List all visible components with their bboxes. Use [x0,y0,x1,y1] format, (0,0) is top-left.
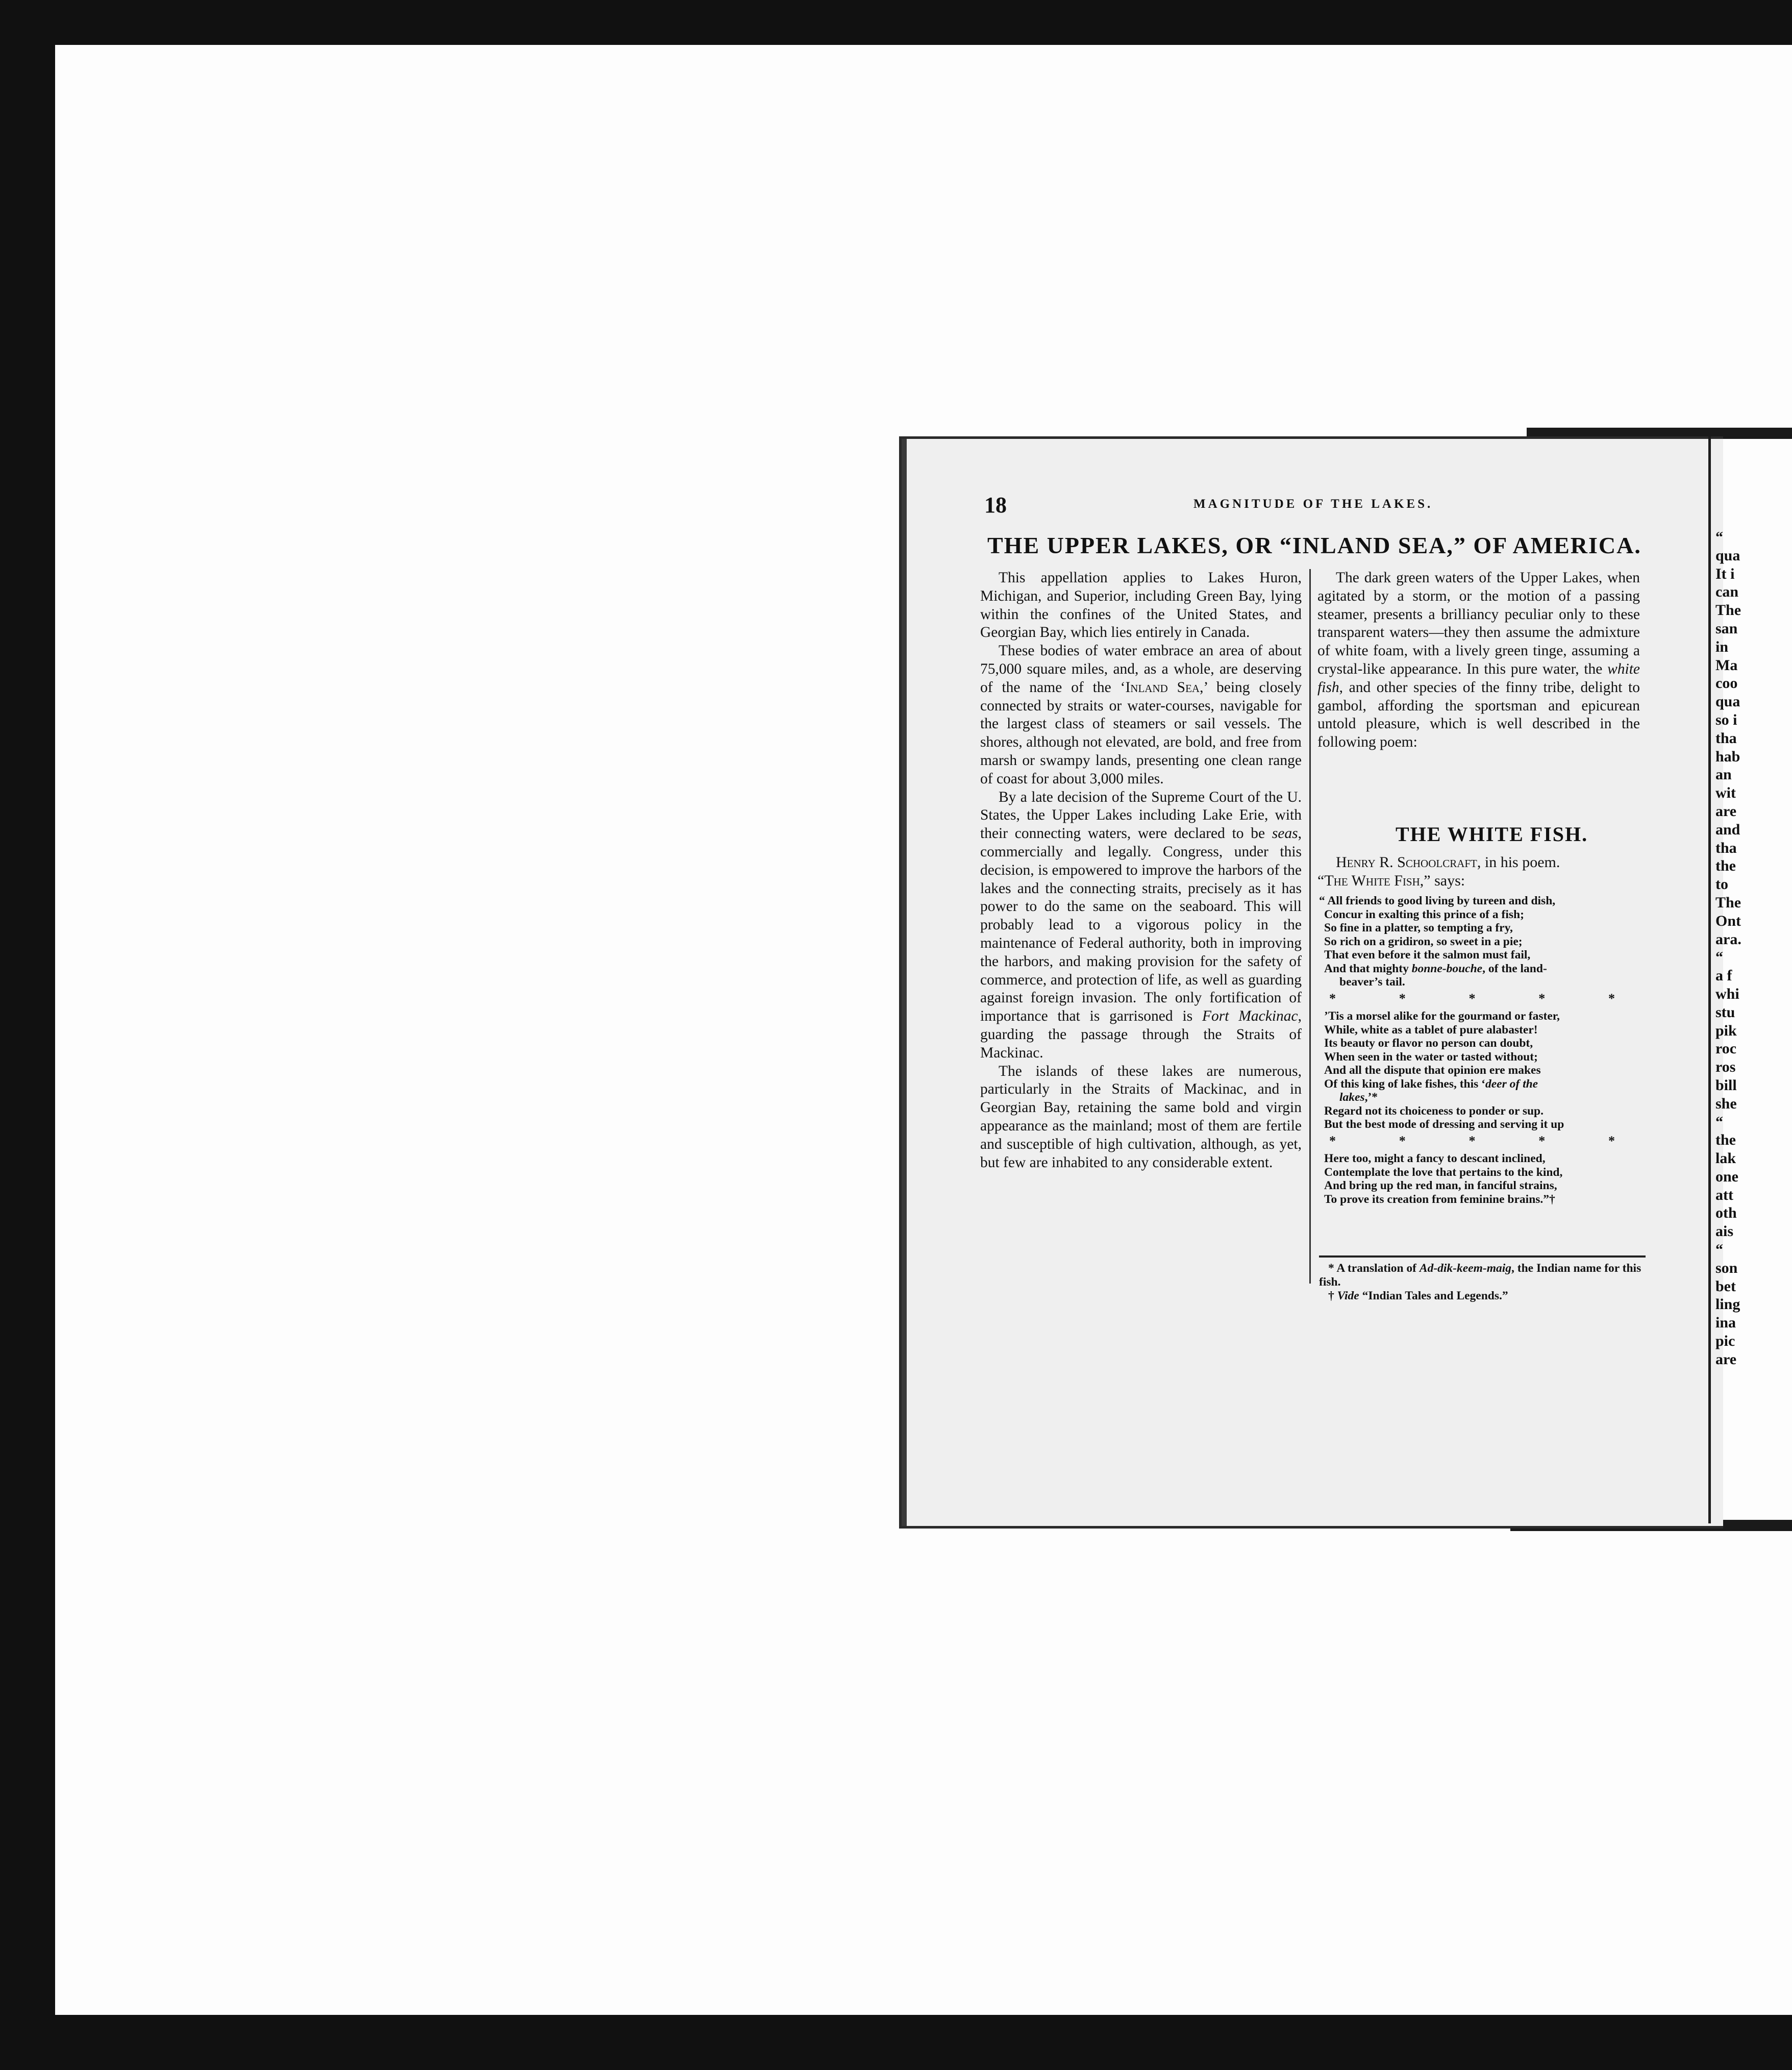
scan-border-top [0,0,1792,45]
facing-page-fragment: whi [1715,985,1739,1002]
facing-page-fragment: the [1715,1131,1736,1149]
facing-page-fragment: a f [1715,967,1732,984]
facing-page-edge [1715,528,1792,1369]
facing-page-fragment: the [1715,857,1736,875]
facing-page-fragment: can [1715,583,1738,601]
article-title: THE UPPER LAKES, OR “INLAND SEA,” OF AMERICA. [987,532,1641,558]
running-header [902,492,1723,518]
book-page [899,436,1723,1529]
facing-page-fragment: ros [1715,1058,1736,1076]
facing-page-fragment: ling [1715,1296,1740,1313]
facing-page-fragment: are [1715,1350,1737,1368]
column-divider [1309,569,1311,1284]
paragraph: This appellation applies to Lakes Huron, Michigan, and Superior, including Green Bay, lying within the confines of the United States, and Georgian Bay, which lies entirely in Canada. [980,570,1302,641]
scan-border-left [0,0,55,2070]
poem-heading: THE WHITE FISH. [1396,823,1588,846]
facing-page-fragment: oth [1715,1204,1737,1222]
poem-line: So rich on a gridiron, so sweet in a pie; [1324,934,1523,948]
facing-page-fragment: pik [1715,1022,1737,1039]
footnotes [1319,1262,1646,1303]
poem-line: Concur in exalting this prince of a fish; [1324,907,1524,921]
paragraph: The islands of these lakes are numerous, particularly in the Straits of Mackinac, and in Georgian Bay, retaining the same bold and virgin appearance as the mainland; most of them are fertile and susceptible of high cultivation, although, as yet, but few are inhabited to any considerable extent. [980,1063,1302,1171]
poem-line: “ All friends to good living by tureen and dish, [1319,894,1556,907]
poem-line: While, white as a tablet of pure alabaster! [1324,1023,1538,1037]
poem-line: But the best mode of dressing and serving it up [1324,1118,1564,1131]
poem-line: When seen in the water or tasted without; [1324,1050,1538,1064]
facing-page-fragment: son [1715,1259,1738,1276]
poem-line: Here too, might a fancy to descant inclined, [1324,1152,1546,1165]
footnote-rule [1319,1255,1646,1258]
paragraph: The dark green waters of the Upper Lakes, when agitated by a storm, or the motion of a passing steamer, presents a brilliancy peculiar only to these transparent waters—they then assume the admixture of white foam, with a lively green tinge, assuming a crystal-like appearance. In this pure water, the white fish, and other species of the finny tribe, delight to gambol, affording the sportsman and epicurean untold pleasure, which is well described in the following poem: [1317,570,1640,751]
facing-page-fragment: “ [1715,1241,1723,1259]
poem-line: ’Tis a morsel alike for the gourmand or faster, [1324,1009,1560,1023]
facing-page-fragment: wit [1715,784,1736,802]
facing-page-fragment: Ma [1715,656,1738,674]
stanza-break: * * * * * [1329,1133,1615,1148]
poem-line: So fine in a platter, so tempting a fry, [1324,921,1513,934]
facing-page-fragment: The [1715,894,1741,911]
poem-line: And all the dispute that opinion ere makes [1324,1064,1541,1077]
poem-line: beaver’s tail. [1339,975,1405,989]
scan-border-bottom [0,2015,1792,2070]
poem-line: Of this king of lake fishes, this ‘deer of the [1324,1077,1538,1091]
facing-page-fragment: in [1715,638,1729,655]
facing-page-fragment: tha [1715,839,1737,856]
facing-page-fragment: “ [1715,1113,1723,1130]
poem-line: That even before it the salmon must fail, [1324,948,1531,962]
stanza-break: * * * * * [1329,991,1615,1006]
page-gutter [1708,436,1711,1523]
poem-line: lakes,’* [1339,1091,1378,1104]
facing-page-fragment: qua [1715,547,1740,564]
facing-page-fragment: to [1715,876,1728,893]
facing-page-fragment: ara. [1715,930,1741,948]
right-column [1317,569,1640,752]
poem-line: Contemplate the love that pertains to the kind, [1324,1165,1563,1179]
poem [1319,894,1646,1206]
page-number: 18 [984,492,1007,518]
poem-byline: Henry R. Schoolcraft, in his poem. “The White Fish,” says: [1317,854,1560,889]
facing-page-fragment: san [1715,620,1738,637]
facing-page-fragment: qua [1715,693,1740,710]
poem-line: And that mighty bonne-bouche, of the land- [1324,962,1547,975]
facing-page-fragment: pic [1715,1333,1735,1350]
facing-page-fragment: an [1715,766,1732,783]
poem-line: Its beauty or flavor no person can doubt, [1324,1037,1533,1050]
paragraph: By a late decision of the Supreme Court of the U. States, the Upper Lakes including Lake Erie, with their connecting waters, were declared to be seas, commercially and legally. Congress, under this decision, is empowered to improve the harbors of the lakes and the connecting straits, precisely as it has power to do the same on the seaboard. This will probably lead to a vigorous policy in the maintenance of Federal authority, both in improving the harbors, and making provision for the safety of commerce, and protection of life, as well as guarding against foreign invasion. The only fortification of importance that is garrisoned is Fort Mackinac, guarding the passage through the Straits of Mackinac. [980,788,1302,1061]
facing-page-fragment: one [1715,1168,1738,1185]
left-column [980,569,1302,1172]
footnote: † Vide “Indian Tales and Legends.” [1328,1289,1508,1302]
facing-page-fragment: and [1715,821,1740,838]
facing-page-fragment: ina [1715,1314,1736,1332]
poem-line: Regard not its choiceness to ponder or sup. [1324,1104,1544,1118]
facing-page-fragment: Ont [1715,912,1741,929]
facing-page-fragment: coo [1715,675,1738,692]
facing-page-fragment: The [1715,602,1741,619]
facing-page-fragment: tha [1715,729,1737,747]
facing-page-fragment: hab [1715,748,1740,765]
facing-page-fragment: lak [1715,1150,1736,1167]
facing-page-fragment: bet [1715,1277,1736,1295]
footnote: * A translation of Ad-dik-keem-maig, the Indian name for this fish. [1319,1262,1641,1289]
poem-line: To prove its creation from feminine brains.”† [1324,1192,1555,1206]
facing-page-fragment: are [1715,802,1737,820]
poem-line: And bring up the red man, in fanciful strains, [1324,1179,1557,1192]
facing-page-fragment: bill [1715,1076,1737,1094]
facing-page-fragment: ais [1715,1223,1734,1240]
facing-page-fragment: It i [1715,565,1735,582]
paragraph: These bodies of water embrace an area of about 75,000 square miles, and, as a whole, are deserving of the name of the ‘Inland Sea,’ being closely connected by straits or water-courses, navigable for the largest class of steamers or sail vessels. The shores, although not elevated, are bold, and free from marsh or swampy lands, presenting one clean range of coast for about 3,000 miles. [980,643,1302,787]
facing-page-fragment: “ [1715,529,1723,546]
facing-page-fragment: att [1715,1186,1733,1203]
facing-page-fragment: so i [1715,711,1737,728]
running-head-title: MAGNITUDE OF THE LAKES. [1193,497,1433,511]
facing-page-fragment: she [1715,1095,1737,1112]
facing-page-fragment: “ [1715,949,1723,966]
facing-page-fragment: stu [1715,1003,1735,1021]
facing-page-fragment: roc [1715,1040,1737,1057]
